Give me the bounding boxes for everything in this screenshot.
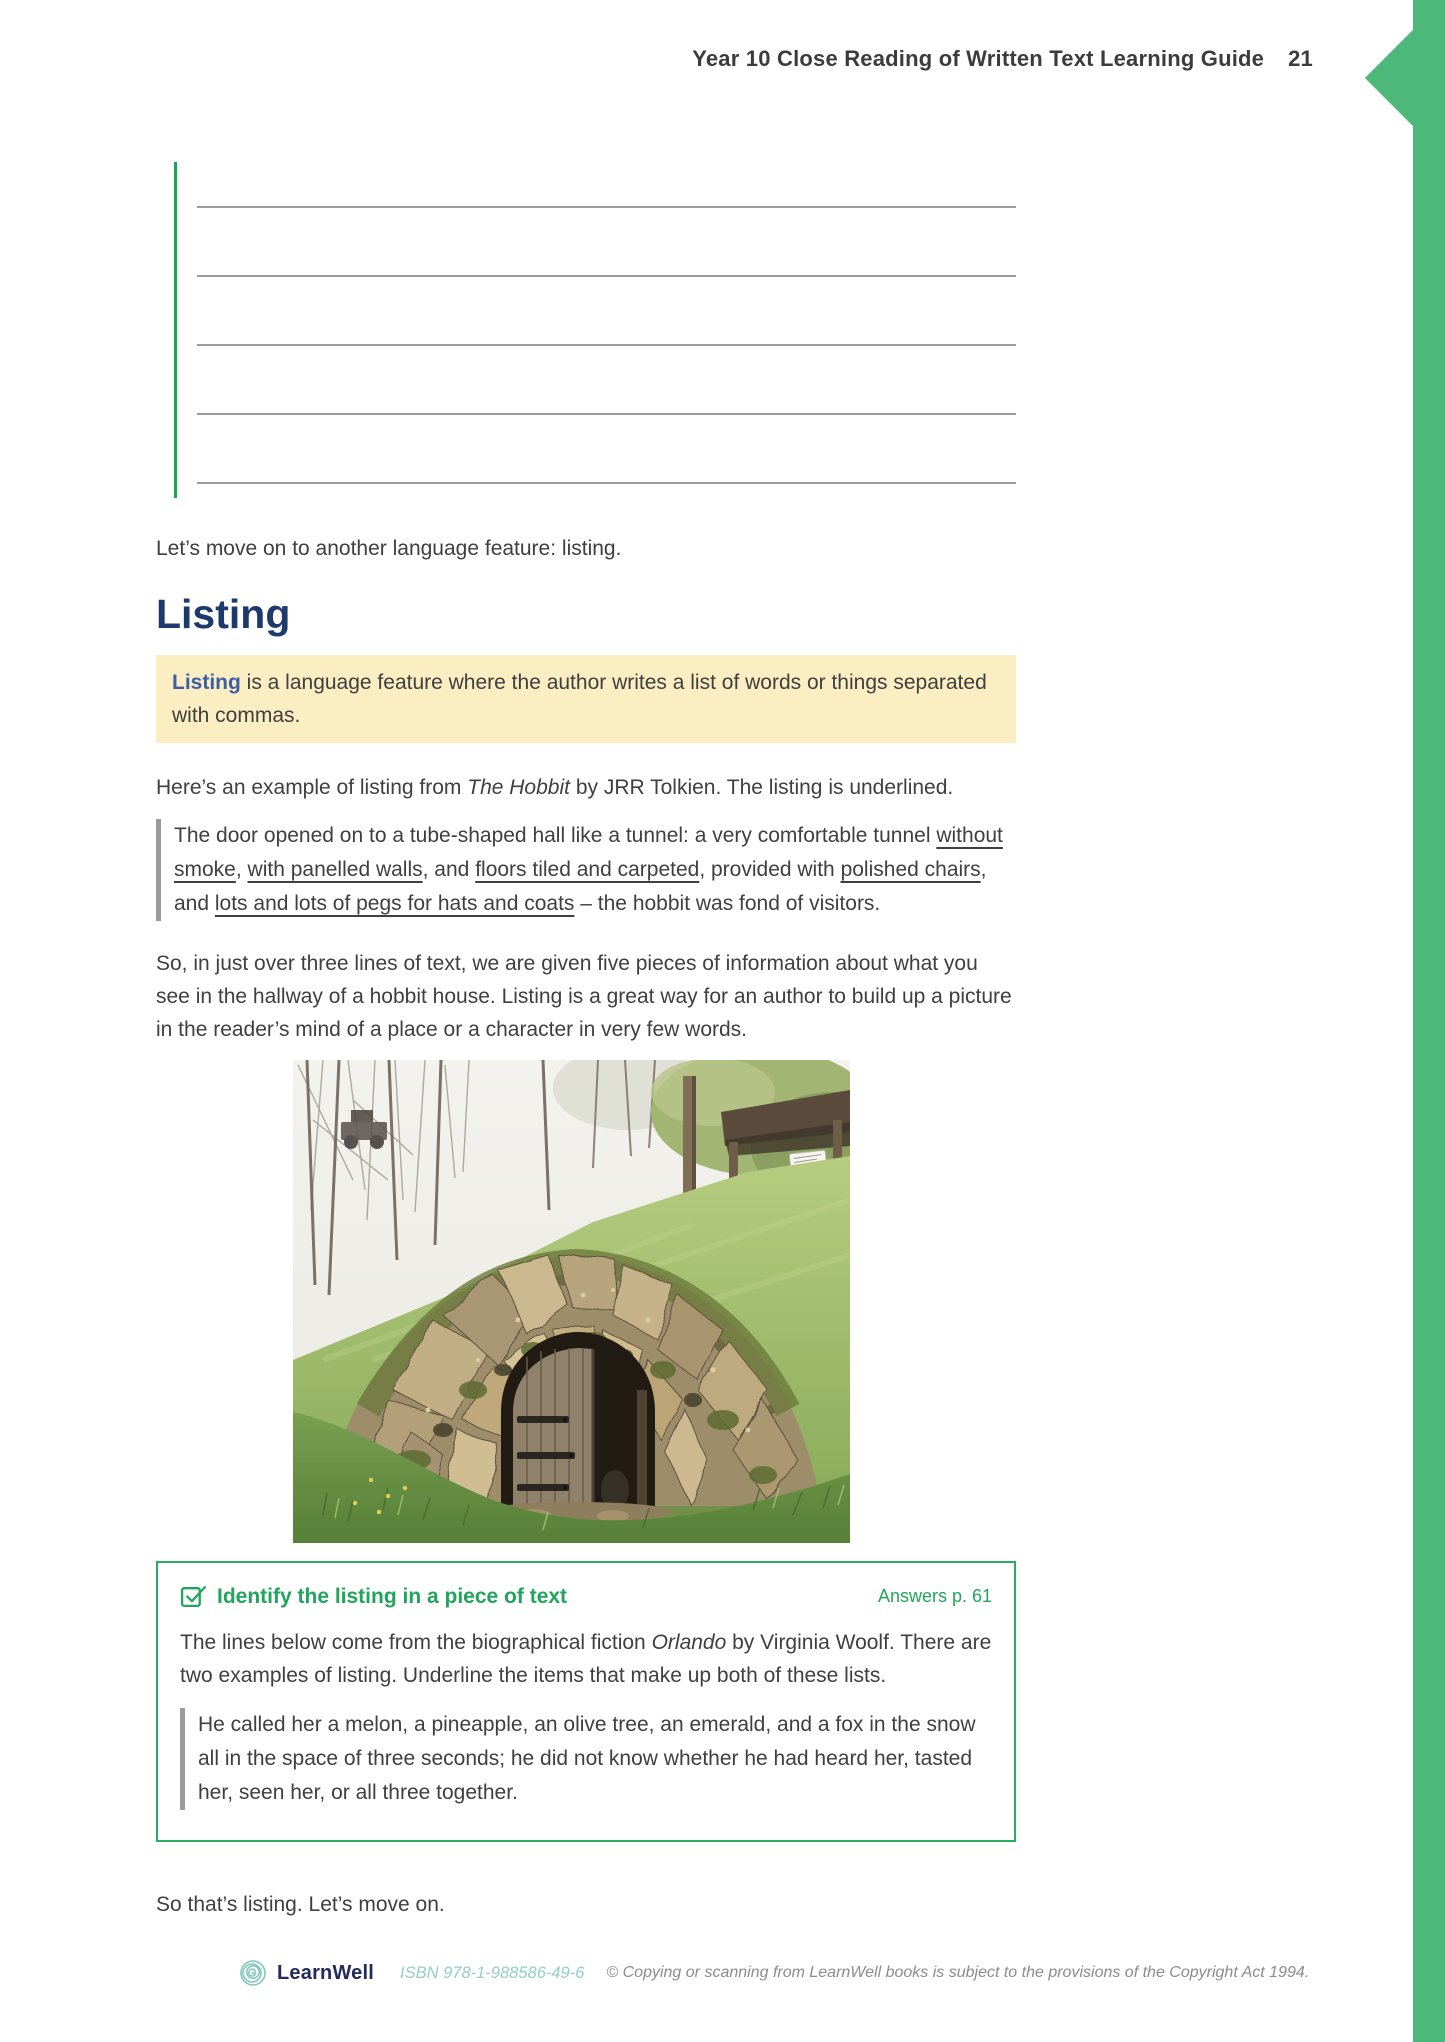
lead-in-text: Let’s move on to another language feature: listing. <box>156 537 622 560</box>
learnwell-logo-icon <box>238 1958 268 1988</box>
header-title: Year 10 Close Reading of Written Text Learning Guide <box>692 46 1265 71</box>
activity-instructions: The lines below come from the biographical fiction Orlando by Virginia Woolf. There are two examples of listing. Underline the items that make up both of these lists. <box>180 1631 992 1687</box>
answer-line <box>197 415 1016 484</box>
hobbit-house-photo <box>293 1060 850 1543</box>
activity-box <box>156 1561 1016 1842</box>
content-column <box>156 0 1016 1921</box>
check-square-icon <box>180 1583 207 1610</box>
activity-quote-text: He called her a melon, a pineapple, an olive tree, an emerald, and a fox in the snow all in the space of three seconds; he did not know whether he had heard her, tasted her, seen her, or all three together. <box>198 1713 976 1804</box>
section-heading: Listing <box>156 591 291 637</box>
activity-header <box>180 1583 992 1610</box>
hobbit-quote <box>156 819 1016 921</box>
answer-line <box>197 346 1016 415</box>
answer-line <box>197 277 1016 346</box>
footer <box>238 1958 1309 1988</box>
definition-box <box>156 655 1016 743</box>
isbn-text: ISBN 978-1-988586-49-6 <box>400 1963 585 1982</box>
brand-name: LearnWell <box>277 1961 375 1984</box>
answer-line <box>197 208 1016 277</box>
answer-lines-block <box>174 162 1016 498</box>
activity-quote <box>180 1708 992 1810</box>
answers-reference: Answers p. 61 <box>877 1586 992 1606</box>
explanation-paragraph: So, in just over three lines of text, we are given five pieces of information about what you see in the hallway of a hobbit house. Listing is a great way for an author to build up a picture in the reader’s mind of a place or a character in very few words. <box>156 952 1012 1041</box>
hobbit-quote-text: The door opened on to a tube-shaped hall like a tunnel: a very comfortable tunnel without smoke, with panelled walls, and floors tiled and carpeted, provided with polished chairs, and lots and lots of pegs for hats and coats – the hobbit was fond of visitors. <box>174 824 1003 915</box>
page-number: 21 <box>1288 46 1313 71</box>
closing-note: So that’s listing. Let’s move on. <box>156 1893 445 1916</box>
answer-line <box>197 162 1016 208</box>
copyright-text: © Copying or scanning from LearnWell books is subject to the provisions of the Copyright Act 1994. <box>606 1964 1310 1981</box>
example-intro: Here’s an example of listing from The Hobbit by JRR Tolkien. The listing is underlined. <box>156 776 954 799</box>
activity-title: Identify the listing in a piece of text <box>217 1584 568 1608</box>
green-edge-bar <box>1413 0 1445 2042</box>
definition-text: Listing is a language feature where the author writes a list of words or things separated with commas. <box>172 671 987 727</box>
